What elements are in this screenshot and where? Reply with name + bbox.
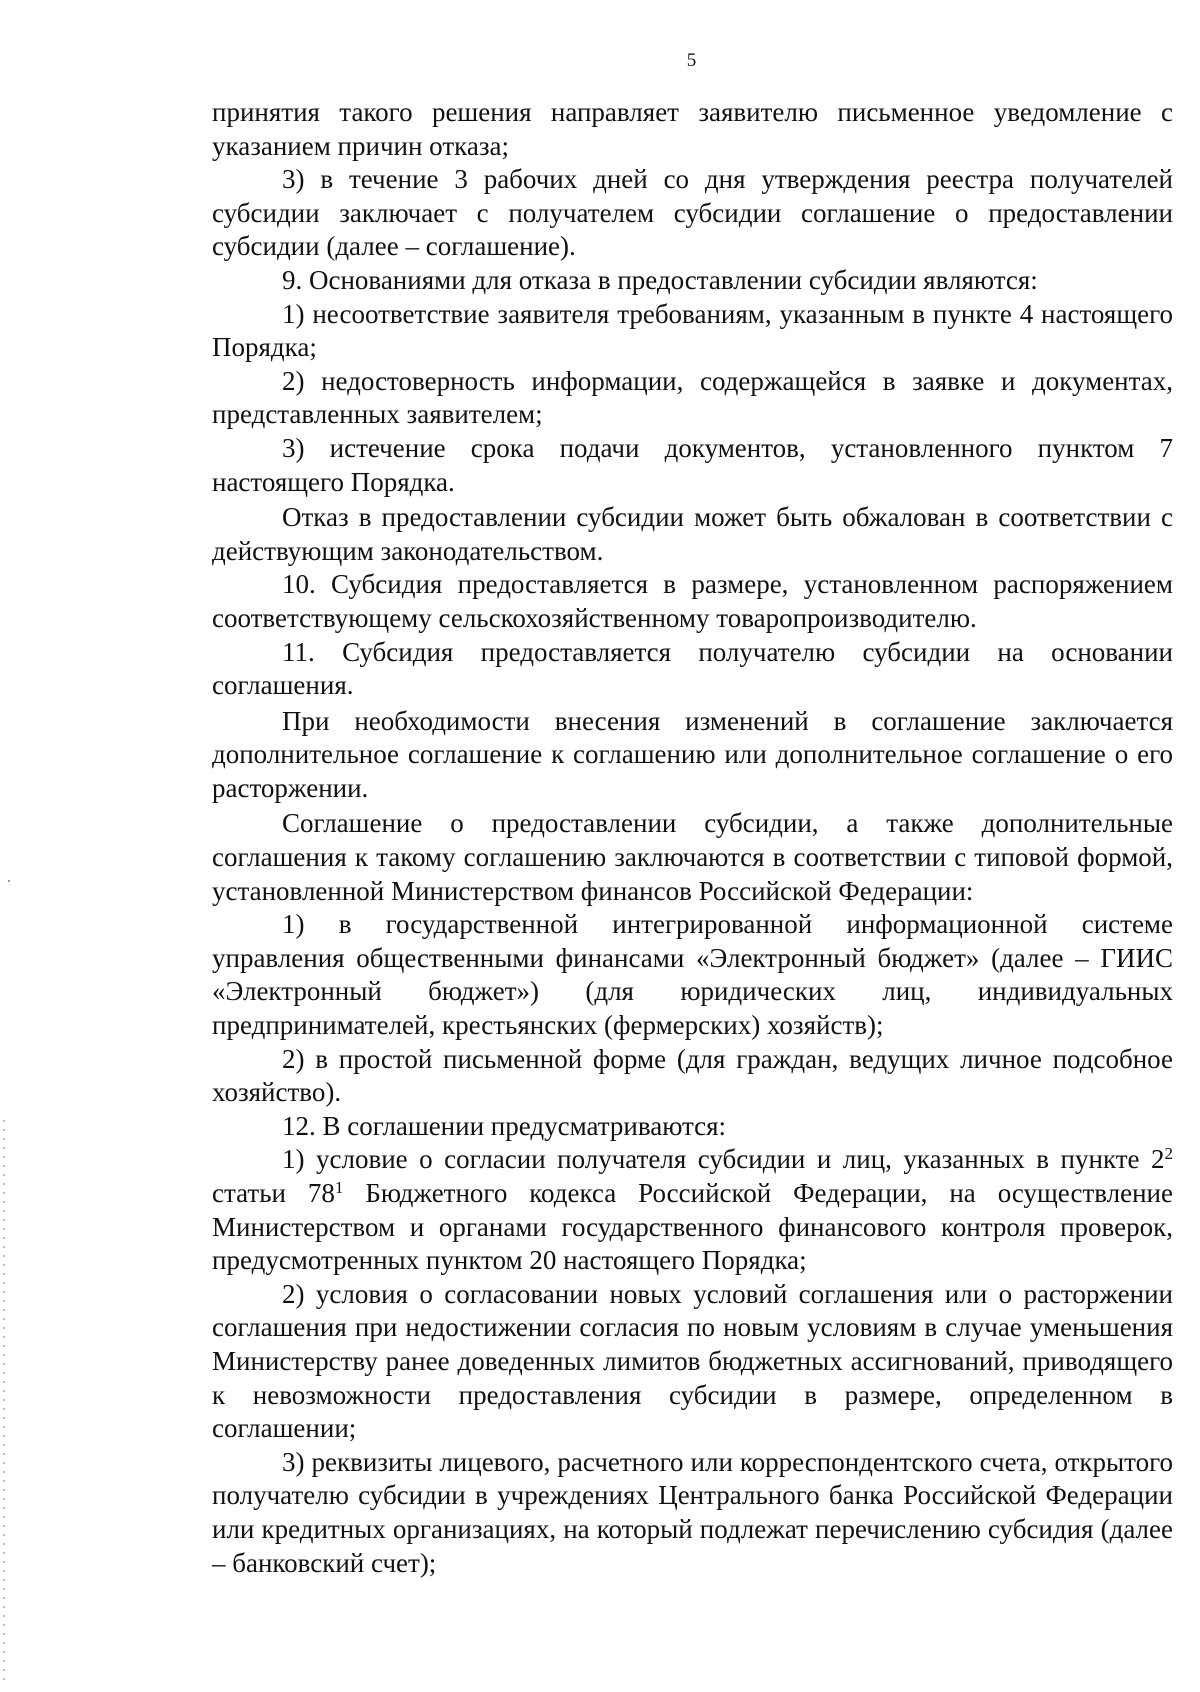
paragraph-item-3-contract: 3) в течение 3 рабочих дней со дня утверждения реестра получателей субсидии заключает с получателем субсидии соглашение о предоставлении субсидии (далее – соглашение). [212, 164, 1173, 262]
paragraph-amendments: При необходимости внесения изменений в соглашение заключается дополнительное соглашение к соглашению или дополнительное соглашение о его расторжении. [212, 705, 1173, 803]
document-body [212, 96, 1173, 1580]
paragraph-refusal-ground-3: 3) истечение срока подачи документов, установленного пунктом 7 настоящего Порядка. [212, 432, 1173, 497]
superscript-1: 1 [334, 1178, 344, 1197]
paragraph-continuation: принятия такого решения направляет заявителю письменное уведомление с указанием причин отказа; [212, 97, 1173, 161]
paragraph-form-electronic: 1) в государственной интегрированной информационной системе управления общественными финансами «Электронный бюджет» (далее – ГИИС «Электронный бюджет») (для юридических лиц, индивидуальных предпринимателей, крестьянских (фермерских) хозяйств); [212, 909, 1173, 1041]
paragraph-form-paper: 2) в простой письменной форме (для граждан, ведущих личное подсобное хозяйство). [212, 1043, 1173, 1108]
scan-speck [8, 880, 10, 882]
paragraph-refusal-ground-2: 2) недостоверность информации, содержащейся в заявке и документах, представленных заявителем; [212, 365, 1173, 430]
paragraph-agreement-form: Соглашение о предоставлении субсидии, а также дополнительные соглашения к такому соглашению заключаются в соответствии с типовой формой, установленной Министерством финансов Российской Федерации: [212, 808, 1173, 906]
condition-1-text-c: Бюджетного кодекса Российской Федерации, на осуществление Министерством и органами государственного финансового контроля проверок, предусмотренных пунктом 20 настоящего Порядка; [212, 1178, 1173, 1276]
paragraph-appeal: Отказ в предоставлении субсидии может быть обжалован в соответствии с действующим законодательством. [212, 502, 1173, 566]
scan-edge-artifact [3, 1120, 5, 1680]
paragraph-condition-1 [212, 1143, 1173, 1277]
page-number: 5 [686, 50, 697, 71]
condition-1-text-a: 1) условие о согласии получателя субсидии и лиц, указанных в пункте 2 [282, 1144, 1165, 1175]
paragraph-condition-3: 3) реквизиты лицевого, расчетного или корреспондентского счета, открытого получателю субсидии в учреждениях Центрального банка Российской Федерации или кредитных организациях, на который подлежат перечислению субсидия (далее – банковский счет); [212, 1446, 1173, 1578]
paragraph-section-9: 9. Основаниями для отказа в предоставлении субсидии являются: [282, 264, 1038, 295]
paragraph-section-10: 10. Субсидия предоставляется в размере, установленном распоряжением соответствующему сельскохозяйственному товаропроизводителю. [212, 569, 1173, 633]
superscript-2: 2 [1164, 1144, 1173, 1164]
condition-1-text-b: статьи 78 [212, 1178, 335, 1208]
paragraph-section-11: 11. Субсидия предоставляется получателю субсидии на основании соглашения. [212, 636, 1173, 701]
paragraph-section-12: 12. В соглашении предусматриваются: [282, 1110, 727, 1141]
paragraph-condition-2: 2) условия о согласовании новых условий соглашения или о расторжении соглашения при недостижении согласия по новым условиям в случае уменьшения Министерству ранее доведенных лимитов бюджетных ассигнований, приводящего к невозможности предоставления субсидии в размере, определенном в соглашении; [212, 1278, 1173, 1444]
paragraph-refusal-ground-1: 1) несоответствие заявителя требованиям, указанным в пункте 4 настоящего Порядка; [212, 298, 1173, 363]
